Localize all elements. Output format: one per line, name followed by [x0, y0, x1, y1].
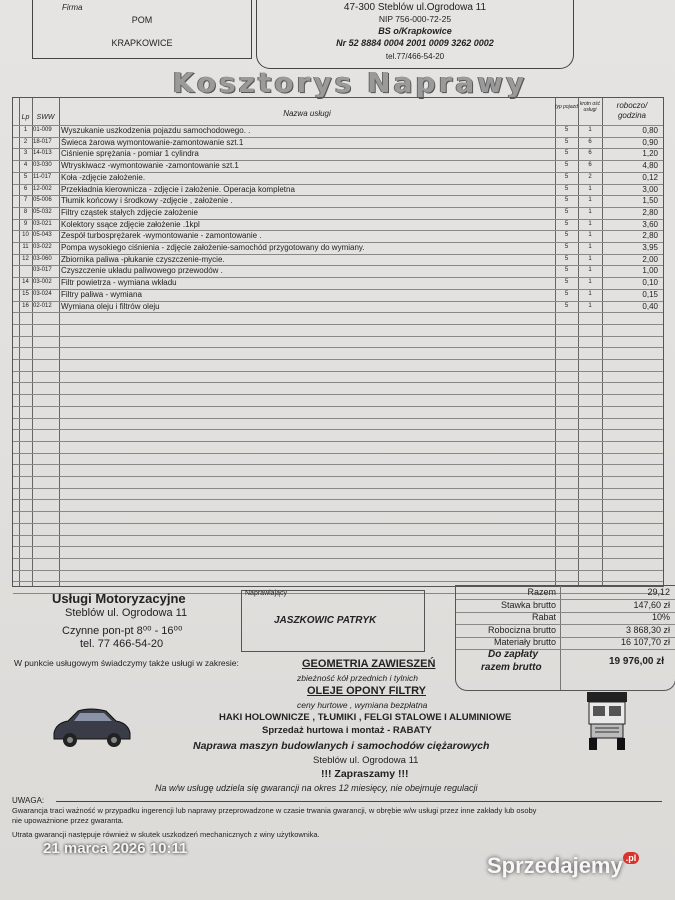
header-sww: SWW [36, 114, 55, 121]
table-row-line [13, 312, 663, 313]
geometry-subtitle: zbieżność kół przednich i tylnich [297, 673, 418, 683]
row-sww: 03-024 [33, 290, 52, 297]
row-sww: 03-002 [33, 279, 52, 286]
info-bank: BS o/Krapkowice [378, 26, 452, 36]
row-typ: 5 [564, 197, 569, 204]
row-sww: 05-032 [33, 208, 52, 215]
row-krotnosc: 1 [588, 302, 592, 309]
row-service-name: Filtry cząstek stałych zdjęcie założenie [61, 207, 198, 217]
row-lp: 10 [22, 232, 29, 239]
row-typ: 5 [564, 302, 569, 309]
row-krotnosc: 1 [588, 255, 592, 262]
row-sww: 03-060 [33, 255, 52, 262]
table-row-line [13, 418, 663, 419]
row-typ: 5 [564, 244, 569, 250]
summary-label: Rabat [531, 612, 556, 622]
row-sww: 14-013 [33, 150, 52, 157]
row-krotnosc: 1 [588, 208, 592, 215]
summary-label: Stawka brutto [500, 599, 556, 610]
oils-title: OLEJE OPONY FILTRY [307, 685, 426, 697]
table-row-line [13, 453, 663, 454]
table-row-line [13, 581, 663, 582]
row-sww: 11-017 [33, 173, 52, 180]
mechanic-name: JASZKOWIC PATRYK [274, 615, 377, 626]
info-account: Nr 52 8884 0004 2001 0009 3262 0002 [336, 38, 494, 48]
table-row-line [13, 558, 663, 559]
row-service-name: Czyszczenie układu paliwowego przewodów . [61, 266, 223, 276]
row-roboczogodzina: 1,00 [642, 266, 658, 276]
pay-label-2: razem brutto [481, 662, 542, 673]
row-service-name: Zbiornika paliwa -płukanie czyszczenie-mycie. [61, 254, 225, 264]
row-krotnosc: 1 [588, 244, 592, 250]
row-service-name: Kolektory ssące zdjęcie założenie .1kpl [61, 219, 200, 229]
table-row-line [13, 429, 663, 430]
oils-subtitle: ceny hurtowe , wymiana bezpłatna [297, 700, 428, 710]
footer-phone: tel. 77 466-54-20 [80, 638, 164, 650]
row-roboczogodzina: 0,10 [642, 278, 658, 288]
row-krotnosc: 1 [588, 197, 592, 204]
info-address: 47-300 Steblów ul.Ogrodowa 11 [343, 2, 487, 13]
row-typ: 5 [564, 220, 569, 227]
summary-value: 147,60 zł [633, 599, 670, 610]
row-sww: 03-017 [33, 267, 52, 274]
row-lp: 2 [23, 138, 28, 145]
header-krotnosc: krotn ość usługi [579, 101, 601, 113]
row-roboczogodzina: 3,00 [642, 184, 658, 194]
uwaga-line-1: Gwarancja traci ważność w przypadku ingerencji lub naprawy przeprowadzone w czasie trwania gwarancji, w obrębie w/w usługi przez inne zakłady lub osoby [12, 806, 537, 815]
row-krotnosc: 6 [588, 162, 592, 169]
row-lp: 12 [22, 255, 29, 262]
table-row-line [13, 371, 663, 372]
row-roboczogodzina: 2,80 [642, 231, 658, 241]
row-typ: 5 [564, 290, 569, 297]
row-typ: 5 [564, 138, 569, 145]
row-sww: 05-043 [33, 232, 52, 239]
footer-address: Steblów ul. Ogrodowa 11 [65, 607, 188, 619]
row-krotnosc: 1 [588, 232, 592, 239]
table-row-line [13, 441, 663, 442]
row-lp: 11 [22, 244, 29, 250]
row-typ: 5 [564, 279, 569, 286]
summary-value: 16 107,70 zł [620, 637, 670, 647]
header-lp: Lp [21, 114, 30, 121]
row-typ: 5 [564, 267, 569, 274]
row-krotnosc: 2 [588, 173, 592, 180]
summary-label: Razem [527, 587, 556, 597]
summary-value: 10% [651, 612, 670, 622]
table-row-line [13, 546, 663, 547]
uwaga-line-2: Utrata gwarancji następuje również w skutek uszkodzeń mechanicznych z winy użytkownika. [12, 830, 320, 839]
row-service-name: Wyszukanie uszkodzenia pojazdu samochodowego. . [61, 126, 251, 135]
pay-label-1: Do zapłaty [488, 649, 539, 660]
uwaga-title: UWAGA: [12, 796, 45, 805]
uwaga-line-1b: nie upoważnione przez gwaranta. [12, 816, 124, 825]
table-row-line [13, 523, 663, 524]
watermark [487, 853, 639, 879]
row-roboczogodzina: 3,95 [642, 243, 658, 252]
row-sww: 03-022 [33, 244, 52, 250]
table-row-line [13, 347, 663, 348]
row-service-name: Ciśnienie sprężania - pomiar 1 cylindra [61, 149, 199, 159]
row-service-name: Świeca żarowa wymontowanie-zamontowanie szt.1 [61, 137, 244, 147]
machines-line: Naprawa maszyn budowlanych i samochodów ciężarowych [193, 740, 490, 752]
row-typ: 5 [564, 185, 569, 192]
row-service-name: Tłumik końcowy i środkowy -zdjęcie , założenie . [61, 196, 233, 206]
row-lp: 7 [23, 197, 28, 204]
row-lp: 15 [22, 290, 29, 297]
warranty-line: Na w/w usługę udziela się gwarancji na okres 12 miesięcy, nie obejmuje regulacji [155, 783, 478, 793]
services-intro: W punkcie usługowym świadczymy także usługi w zakresie: [14, 658, 239, 668]
summary-value: 29,12 [647, 587, 670, 597]
row-service-name: Filtr powietrza - wymiana wkładu [61, 278, 177, 288]
services-table [12, 97, 664, 587]
mechanic-label: Naprawiający [245, 590, 288, 597]
summary-label: Robocizna brutto [487, 624, 556, 635]
row-lp: 14 [22, 279, 29, 286]
row-roboczogodzina: 0,15 [642, 289, 658, 299]
row-sww: 03-030 [33, 162, 52, 169]
row-lp: 16 [22, 302, 29, 309]
firm-city: KRAPKOWICE [111, 38, 173, 48]
row-service-name: Wymiana oleju i filtrów oleju [61, 301, 160, 311]
row-lp: 1 [23, 127, 28, 133]
row-service-name: Wtryskiwacz -wymontowanie -zamontowanie szt.1 [61, 161, 239, 171]
info-phone: tel.77/466-54-20 [385, 52, 445, 61]
hooks-line: HAKI HOLOWNICZE , TŁUMIKI , FELGI STALOWE I ALUMINIOWE [219, 712, 512, 723]
row-lp: 6 [23, 185, 28, 192]
row-sww: 03-021 [33, 220, 52, 227]
row-krotnosc: 1 [588, 127, 592, 133]
table-row-line [13, 406, 663, 407]
table-row-line [13, 488, 663, 489]
wholesale-line: Sprzedaż hurtowa i montaż - RABATY [262, 725, 432, 736]
company-info-box [256, 0, 574, 69]
row-service-name: Koła -zdjęcie założenie. [61, 172, 146, 182]
header-typ: typ pojazd [555, 104, 578, 110]
row-typ: 5 [564, 127, 569, 133]
row-roboczogodzina: 0,80 [642, 126, 658, 135]
row-typ: 5 [564, 162, 569, 169]
table-row-line [13, 464, 663, 465]
invite-line: !!! Zapraszamy !!! [321, 768, 409, 780]
row-roboczogodzina: 1,20 [642, 149, 658, 159]
row-lp: 5 [23, 173, 28, 180]
row-service-name: Pompa wysokiego ciśnienia - zdjęcie założenie-samochód przygotowany do wymiany. [61, 243, 365, 252]
row-roboczogodzina: 2,00 [642, 254, 658, 264]
table-row-line [13, 535, 663, 536]
table-row-line [13, 336, 663, 337]
table-row-line [13, 499, 663, 500]
row-krotnosc: 1 [588, 185, 592, 192]
address-2: Steblów ul. Ogrodowa 11 [313, 755, 419, 766]
uwaga-divider [56, 801, 662, 802]
row-typ: 5 [564, 255, 569, 262]
table-row-line [13, 394, 663, 395]
photo-timestamp: 21 marca 2026 10:11 [43, 840, 188, 857]
row-krotnosc: 6 [588, 138, 592, 145]
row-roboczogodzina: 2,80 [642, 207, 658, 217]
row-lp: 9 [23, 220, 28, 227]
row-typ: 5 [564, 208, 569, 215]
row-service-name: Zespół turbosprężarek -wymontowanie - zamontowanie . [61, 231, 262, 241]
row-sww: 05-006 [33, 197, 52, 204]
row-krotnosc: 1 [588, 267, 592, 274]
row-krotnosc: 1 [588, 279, 592, 286]
summary-value: 3 868,30 zł [625, 624, 670, 635]
row-service-name: Filtry paliwa - wymiana [61, 289, 142, 299]
header-roboczogodzina: roboczo/ godzina [616, 101, 648, 120]
table-row-line [13, 382, 663, 383]
footer-hours: Czynne pon-pt 8⁰⁰ - 16⁰⁰ [62, 625, 183, 637]
firm-name: POM [131, 15, 153, 25]
row-roboczogodzina: 0,40 [642, 301, 658, 311]
row-krotnosc: 6 [588, 150, 592, 157]
summary-label: Materiały brutto [493, 637, 556, 647]
row-krotnosc: 1 [588, 220, 592, 227]
row-roboczogodzina: 0,90 [642, 137, 658, 147]
table-row-line [13, 511, 663, 512]
watermark-suffix: .pl [623, 852, 640, 864]
row-lp: 3 [23, 150, 28, 157]
row-roboczogodzina: 0,12 [642, 172, 658, 182]
watermark-text: Sprzedajemy [487, 853, 623, 878]
row-typ: 5 [564, 232, 569, 239]
page-title: Kosztorys Naprawy [172, 66, 528, 99]
row-lp: 4 [23, 162, 28, 169]
table-row-line [13, 359, 663, 360]
row-service-name: Przekładnia kierownicza - zdjęcie i założenie. Operacja kompletna [61, 184, 295, 194]
row-sww: 12-002 [33, 185, 52, 192]
mechanic-box [241, 590, 425, 652]
firm-label: Firma [62, 3, 83, 12]
row-roboczogodzina: 3,60 [642, 219, 658, 229]
summary-box [455, 585, 675, 691]
car-icon [50, 703, 132, 749]
info-nip: NIP 756-000-72-25 [378, 14, 452, 24]
row-typ: 5 [564, 150, 569, 157]
pay-value: 19 976,00 zł [609, 656, 665, 667]
table-row-line [13, 570, 663, 571]
geometry-title: GEOMETRIA ZAWIESZEŃ [302, 658, 436, 670]
row-typ: 5 [564, 173, 569, 180]
row-krotnosc: 1 [588, 290, 592, 297]
row-roboczogodzina: 4,80 [642, 161, 658, 171]
table-row-line [13, 476, 663, 477]
footer-company: Usługi Motoryzacyjne [52, 591, 186, 606]
truck-icon [583, 690, 631, 752]
row-sww: 01-009 [33, 127, 52, 133]
row-roboczogodzina: 1,50 [642, 196, 658, 206]
row-sww: 02-012 [33, 302, 52, 309]
table-row-line [13, 324, 663, 325]
row-sww: 18-017 [33, 138, 52, 145]
row-lp: 8 [23, 208, 28, 215]
header-name: Nazwa usługi [283, 109, 331, 118]
